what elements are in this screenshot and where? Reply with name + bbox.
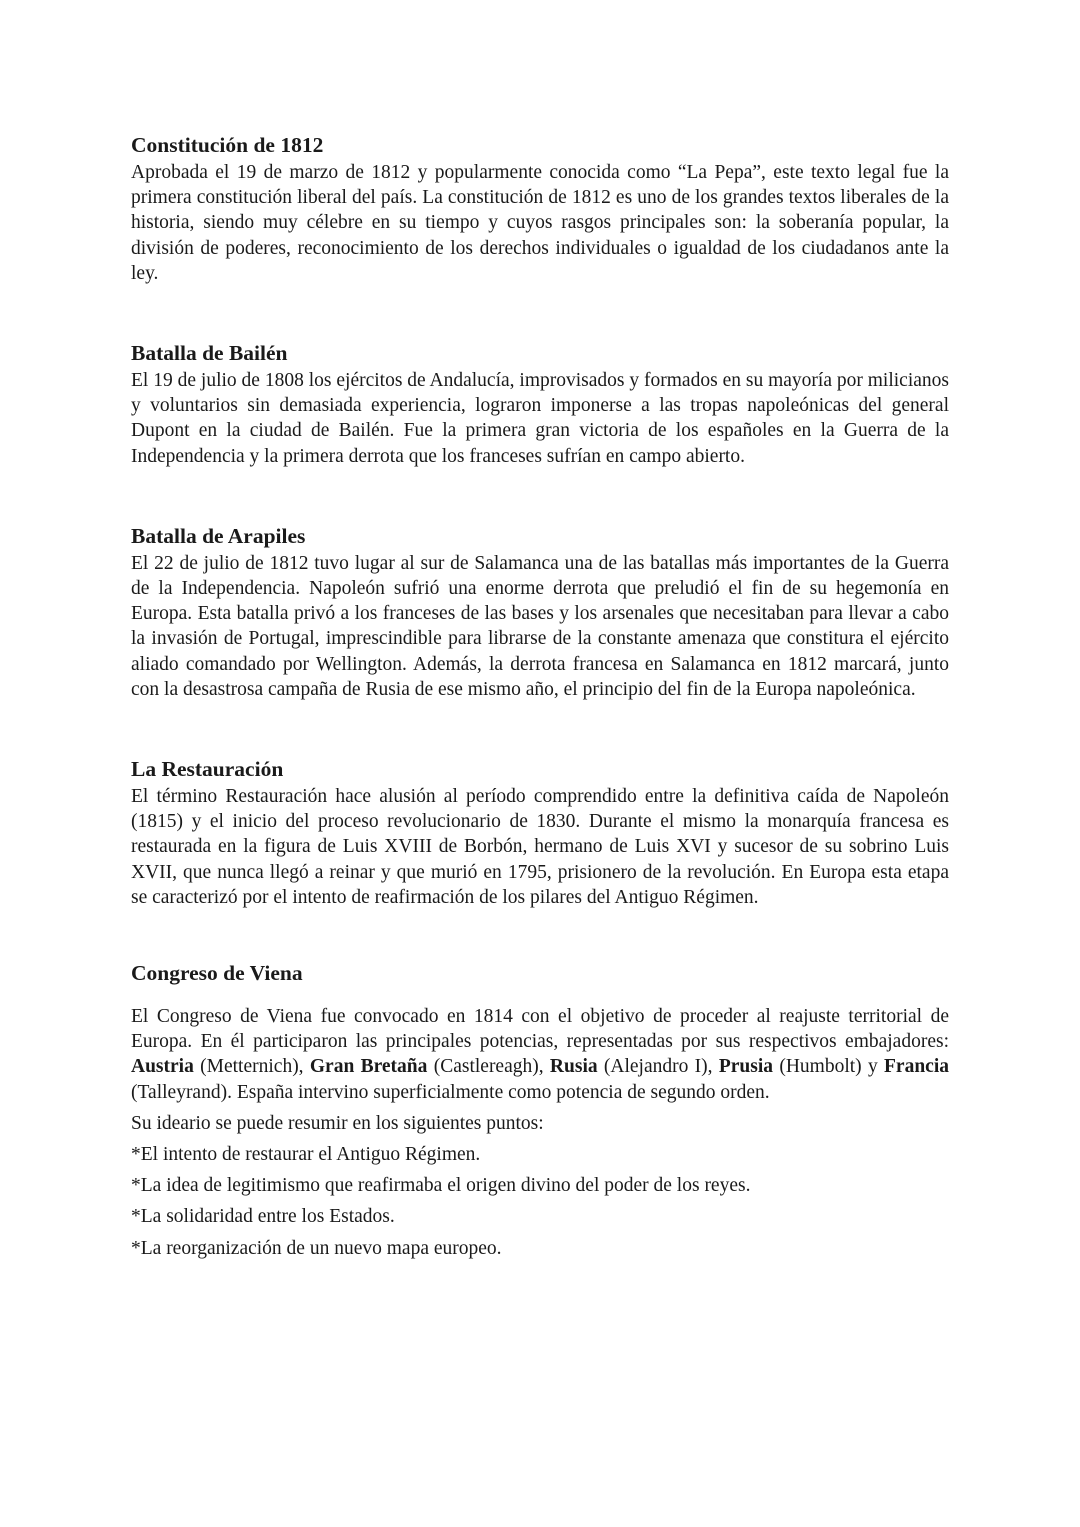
section-batalla-arapiles bbox=[131, 521, 949, 702]
section-constitucion-1812 bbox=[131, 130, 949, 286]
country-prusia: Prusia bbox=[718, 1056, 774, 1078]
list-item: *El intento de restaurar el Antiguo Régimen. bbox=[131, 1144, 481, 1166]
section-body bbox=[131, 1004, 949, 1105]
body-text: (Humbolt) y bbox=[773, 1056, 885, 1078]
country-gran-bretana: Gran Bretaña bbox=[309, 1056, 428, 1078]
list-item: *La idea de legitimismo que reafirmaba el origen divino del poder de los reyes. bbox=[131, 1175, 751, 1197]
section-la-restauracion bbox=[131, 754, 949, 910]
body-text: (Talleyrand). España intervino superficialmente como potencia de segundo orden. bbox=[131, 1081, 770, 1103]
section-heading: Batalla de Bailén bbox=[131, 341, 288, 366]
list-item: *La solidaridad entre los Estados. bbox=[131, 1206, 395, 1228]
ideario-intro: Su ideario se puede resumir en los siguientes puntos: bbox=[131, 1112, 544, 1134]
country-francia: Francia bbox=[884, 1056, 949, 1078]
section-body: El 19 de julio de 1808 los ejércitos de Andalucía, improvisados y formados en su mayoría por milicianos y voluntarios sin demasiada experiencia, lograron imponerse a las tropas napoleónicas del general Dupont en la ciudad de Bailén. Fue la primera gran victoria de los españoles en la Guerra de la Independencia y la primera derrota que los franceses sufrían en campo abierto. bbox=[131, 370, 949, 467]
body-text: (Alejandro I), bbox=[597, 1056, 719, 1078]
country-austria: Austria bbox=[131, 1056, 194, 1078]
body-text: El Congreso de Viena fue convocado en 1814 con el objetivo de proceder al reajuste territorial de Europa. En él participaron las principales potencias, representadas por sus respectivos embajadores: bbox=[131, 1006, 949, 1053]
section-heading: Congreso de Viena bbox=[131, 961, 303, 986]
country-rusia: Rusia bbox=[549, 1056, 598, 1078]
body-text: (Metternich), bbox=[193, 1056, 310, 1078]
body-text: (Castlereagh), bbox=[427, 1056, 550, 1078]
section-body: Aprobada el 19 de marzo de 1812 y popularmente conocida como “La Pepa”, este texto legal fue la primera constitución liberal del país. La constitución de 1812 es uno de los grandes textos liberales de la historia, siendo muy célebre en su tiempo y cuyos rasgos principales son: la soberanía popular, la división de poderes, reconocimiento de los derechos individuales o igualdad de los ciudadanos ante la ley. bbox=[131, 162, 949, 284]
document-page bbox=[131, 130, 949, 1267]
section-body: El término Restauración hace alusión al período comprendido entre la definitiva caída de Napoleón (1815) y el inicio del proceso revolucionario de 1830. Durante el mismo la monarquía francesa es restaurada en la figura de Luis XVIII de Borbón, hermano de Luis XVI y sucesor de su sobrino Luis XVII, que nunca llegó a reinar y que murió en 1795, prisionero de la revolución. En Europa esta etapa se caracterizó por el intento de reafirmación de los pilares del Antiguo Régimen. bbox=[131, 786, 949, 908]
list-item: *La reorganización de un nuevo mapa europeo. bbox=[131, 1237, 502, 1259]
section-batalla-bailen bbox=[131, 338, 949, 469]
section-body: El 22 de julio de 1812 tuvo lugar al sur de Salamanca una de las batallas más importantes de la Guerra de la Independencia. Napoleón sufrió una enorme derrota que preludió el fin de su hegemonía en Europa. Esta batalla privó a los franceses de las bases y los arsenales que necesitaban para llevar a cabo la invasión de Portugal, imprescindible para librarse de la constante amenaza que constitura el ejército aliado comandado por Wellington. Además, la derrota francesa en Salamanca en 1812 marcará, junto con la desastrosa campaña de Rusia de ese mismo año, el principio del fin de la Europa napoleónica. bbox=[131, 552, 949, 700]
section-heading: La Restauración bbox=[131, 757, 284, 782]
section-congreso-viena bbox=[131, 958, 949, 1261]
section-heading: Batalla de Arapiles bbox=[131, 523, 306, 548]
section-heading: Constitución de 1812 bbox=[131, 133, 324, 157]
